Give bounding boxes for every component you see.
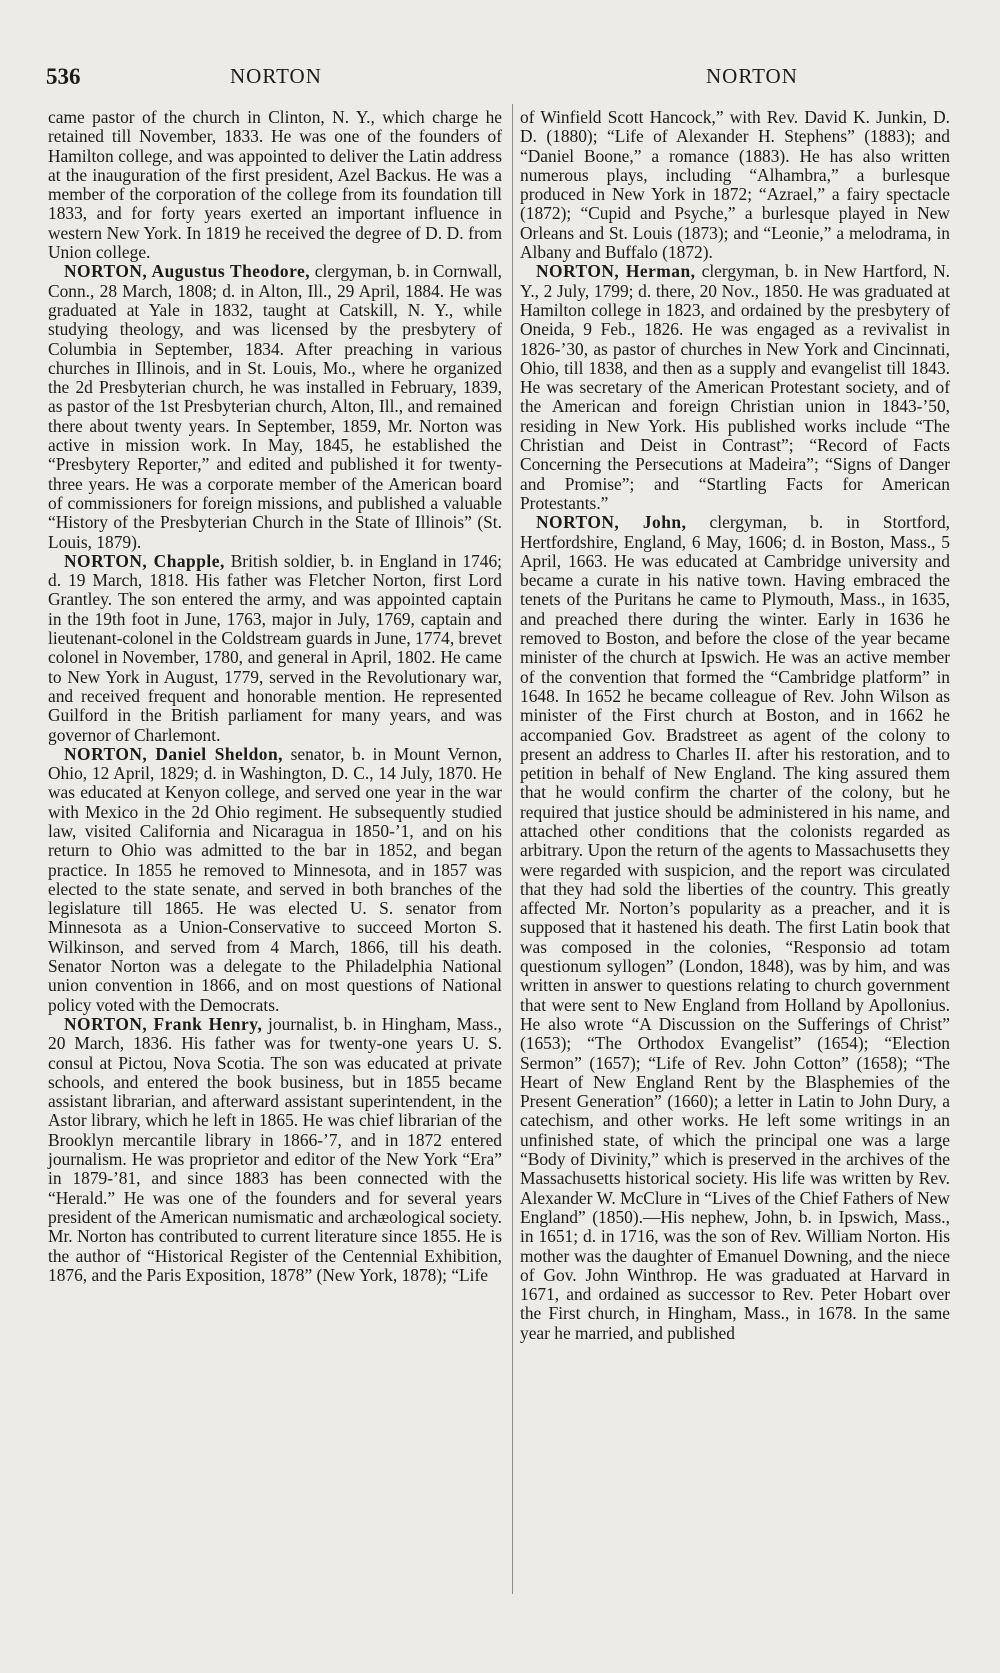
entry-heading: NORTON, John, <box>536 512 687 533</box>
column-divider <box>512 104 513 1594</box>
entry-heading: NORTON, Herman, <box>536 261 696 282</box>
entry-heading: NORTON, Chapple, <box>64 550 225 571</box>
entry-paragraph <box>48 262 502 551</box>
right-column <box>520 108 950 1343</box>
entry-paragraph: of Winfield Scott Hancock,” with Rev. David K. Junkin, D. D. (1880); “Life of Alexander H. Stephens” (1883); and “Daniel Boone,” a romance (1883). He has also written numerous plays, including “Alhambra,” a burlesque produced in New York in 1872; “Azrael,” a fairy spectacle (1872); “Cupid and Psyche,” a burlesque played in New Orleans and St. Louis (1873); and “Leonie,” a melodrama, in Albany and Buffalo (1872). <box>520 107 950 263</box>
entry-heading: NORTON, Daniel Sheldon, <box>64 743 283 764</box>
entry-text: journalist, b. in Hingham, Mass., 20 March, 1836. His father was for twenty-one years U. S. consul at Pictou, Nova Scotia. The son was educated at private schools, and entered the book business, but in 1855 became assistant librarian, and afterward assistant superintendent, in the Astor library, which he left in 1865. He was chief librarian of the Brooklyn mercantile library in 1866-’7, and in 1872 entered journalism. He was proprietor and editor of the New York “Era” in 1879-’81, and since 1883 has been connected with the “Herald.” He was one of the founders and for several years president of the American numismatic and archæological society. Mr. Norton has contributed to current literature since 1855. He is the author of “Historical Register of the Centennial Exhibition, 1876, and the Paris Exposition, 1878” (New York, 1878); “Life <box>48 1013 502 1285</box>
entry-text: clergyman, b. in Stortford, Hertfordshire, England, 6 May, 1606; d. in Boston, Mass., 5 April, 1663. He was educated at Cambridge university and became a curate in his native town. Having embraced the tenets of the Puritans he came to Plymouth, Mass., in 1635, and preached there during the winter. Early in 1636 he removed to Boston, and before the close of the year became minister of the church at Ipswich. He was an active member of the convention that formed the “Cambridge platform” in 1648. In 1652 he became colleague of Rev. John Wilson as minister of the First church at Boston, and in 1662 he accompanied Gov. Bradstreet as agent of the colony to present an address to Charles II. after his restoration, and to petition in behalf of New England. The king assured them that he would confirm the charter of the colony, but he required that justice should be administered in his name, and attached other conditions that the colonists regarded as arbitrary. Upon the return of the agents to Massachusetts they were regarded with suspicion, and the report was circulated that they had sold the liberties of the country. This greatly affected Mr. Norton’s popularity as a preacher, and it is supposed that it hastened his death. The first Latin book that was composed in the colonies, “Responsio ad totam questionum syllogen” (London, 1848), was by him, and was written in answer to questions relating to church government that were sent to New England from Holland by Apollonius. He also wrote “A Discussion on the Sufferings of Christ” (1653); “The Orthodox Evangelist” (1654); “Election Sermon” (1657); “Life of Rev. John Cotton” (1658); “The Heart of New England Rent by the Blasphemies of the Present Generation” (1660); a letter in Latin to John Dury, a catechism, and other works. He left some writings in an unfinished state, of which the principal one was a large “Body of Divinity,” which is preserved in the archives of the Massachusetts historical society. His life was written by Rev. Alexander W. McClure in “Lives of the Chief Fathers of New England” (1850).—His nephew, John, b. in Ipswich, Mass., in 1651; d. in 1716, was the son of Rev. William Norton. His mother was the daughter of Emanuel Downing, and the niece of Gov. John Winthrop. He was graduated at Harvard in 1671, and ordained as successor to Rev. Peter Hobart over the First church, in Hingham, Mass., in 1678. In the same year he married, and published <box>520 512 950 1343</box>
running-head-left: NORTON <box>230 64 322 88</box>
entry-paragraph: came pastor of the church in Clinton, N. Y., which charge he retained till November, 1833. He was one of the founders of Hamilton college, and was appointed to deliver the Latin address at the inauguration of the first president, Azel Backus. He was a member of the corporation of the college from its foundation till 1833, and for forty years exerted an important influence in western New York. In 1819 he received the degree of D. D. from Union college. <box>48 107 502 263</box>
entry-text: clergyman, b. in New Hartford, N. Y., 2 July, 1799; d. there, 20 Nov., 1850. He was graduated at Hamilton college in 1823, and ordained by the presbytery of Oneida, 9 Feb., 1826. He was engaged as a revivalist in 1826-’30, as pastor of churches in New York and Cincinnati, Ohio, till 1838, and then as a supply and evangelist till 1843. He was secretary of the American Protestant society, and of the American and foreign Christian union in 1843-’50, residing in New York. His published works include “The Christian and Deist in Contrast”; “Record of Facts Concerning the Persecutions at Madeira”; “Signs of Danger and Promise”; and “Startling Facts for American Protestants.” <box>520 261 951 513</box>
entry-text: British soldier, b. in England in 1746; d. 19 March, 1818. His father was Fletcher Norton, first Lord Grantley. The son entered the army, and was appointed captain in the 19th foot in June, 1763, major in July, 1769, captain and lieutenant-colonel in the Coldstream guards in June, 1774, brevet colonel in November, 1780, and general in April, 1802. He came to New York in August, 1779, served in the Revolutionary war, and received frequent and honorable mention. He represented Guilford in the British parliament for many years, and was governor of Charlemont. <box>48 550 502 745</box>
entry-text: senator, b. in Mount Vernon, Ohio, 12 April, 1829; d. in Washington, D. C., 14 July, 1870. He was educated at Kenyon college, and served one year in the war with Mexico in the 2d Ohio regiment. He subsequently studied law, visited California and Nicaragua in 1850-’1, and on his return to Ohio was admitted to the bar in 1852, and began practice. In 1855 he removed to Minnesota, and in 1857 was elected to the state senate, and served in both branches of the legislature till 1865. He was elected U. S. senator from Minnesota as a Union-Conservative to succeed Morton S. Wilkinson, and served from 4 March, 1866, till his death. Senator Norton was a delegate to the Philadelphia National union convention in 1866, and on most questions of National policy voted with the Democrats. <box>48 743 502 1015</box>
page-header <box>30 58 798 92</box>
entry-paragraph <box>48 745 502 1015</box>
entry-paragraph <box>520 513 950 1343</box>
entry-paragraph <box>48 552 502 745</box>
entry-heading: NORTON, Augustus Theodore, <box>64 261 311 282</box>
entry-paragraph <box>48 1015 502 1285</box>
entry-paragraph <box>520 262 950 513</box>
page-number: 536 <box>46 64 81 89</box>
entry-heading: NORTON, Frank Henry, <box>64 1013 263 1034</box>
left-column <box>48 108 502 1285</box>
entry-text: clergyman, b. in Cornwall, Conn., 28 March, 1808; d. in Alton, Ill., 29 April, 1884. He was graduated at Yale in 1832, taught at Catskill, N. Y., while studying theology, and was licensed by the presbytery of Columbia in September, 1834. After preaching in various churches in Illinois, and in St. Louis, Mo., where he organized the 2d Presbyterian church, he was installed in February, 1839, as pastor of the 1st Presbyterian church, Alton, Ill., and remained there about twenty years. In September, 1859, Mr. Norton was active in mission work. In May, 1845, he established the “Presbytery Reporter,” and edited and published it for twenty-three years. He was a corporate member of the American board of commissioners for foreign missions, and published a valuable “History of the Presbyterian Church in the State of Illinois” (St. Louis, 1879). <box>48 261 503 552</box>
running-head-right: NORTON <box>706 64 798 88</box>
